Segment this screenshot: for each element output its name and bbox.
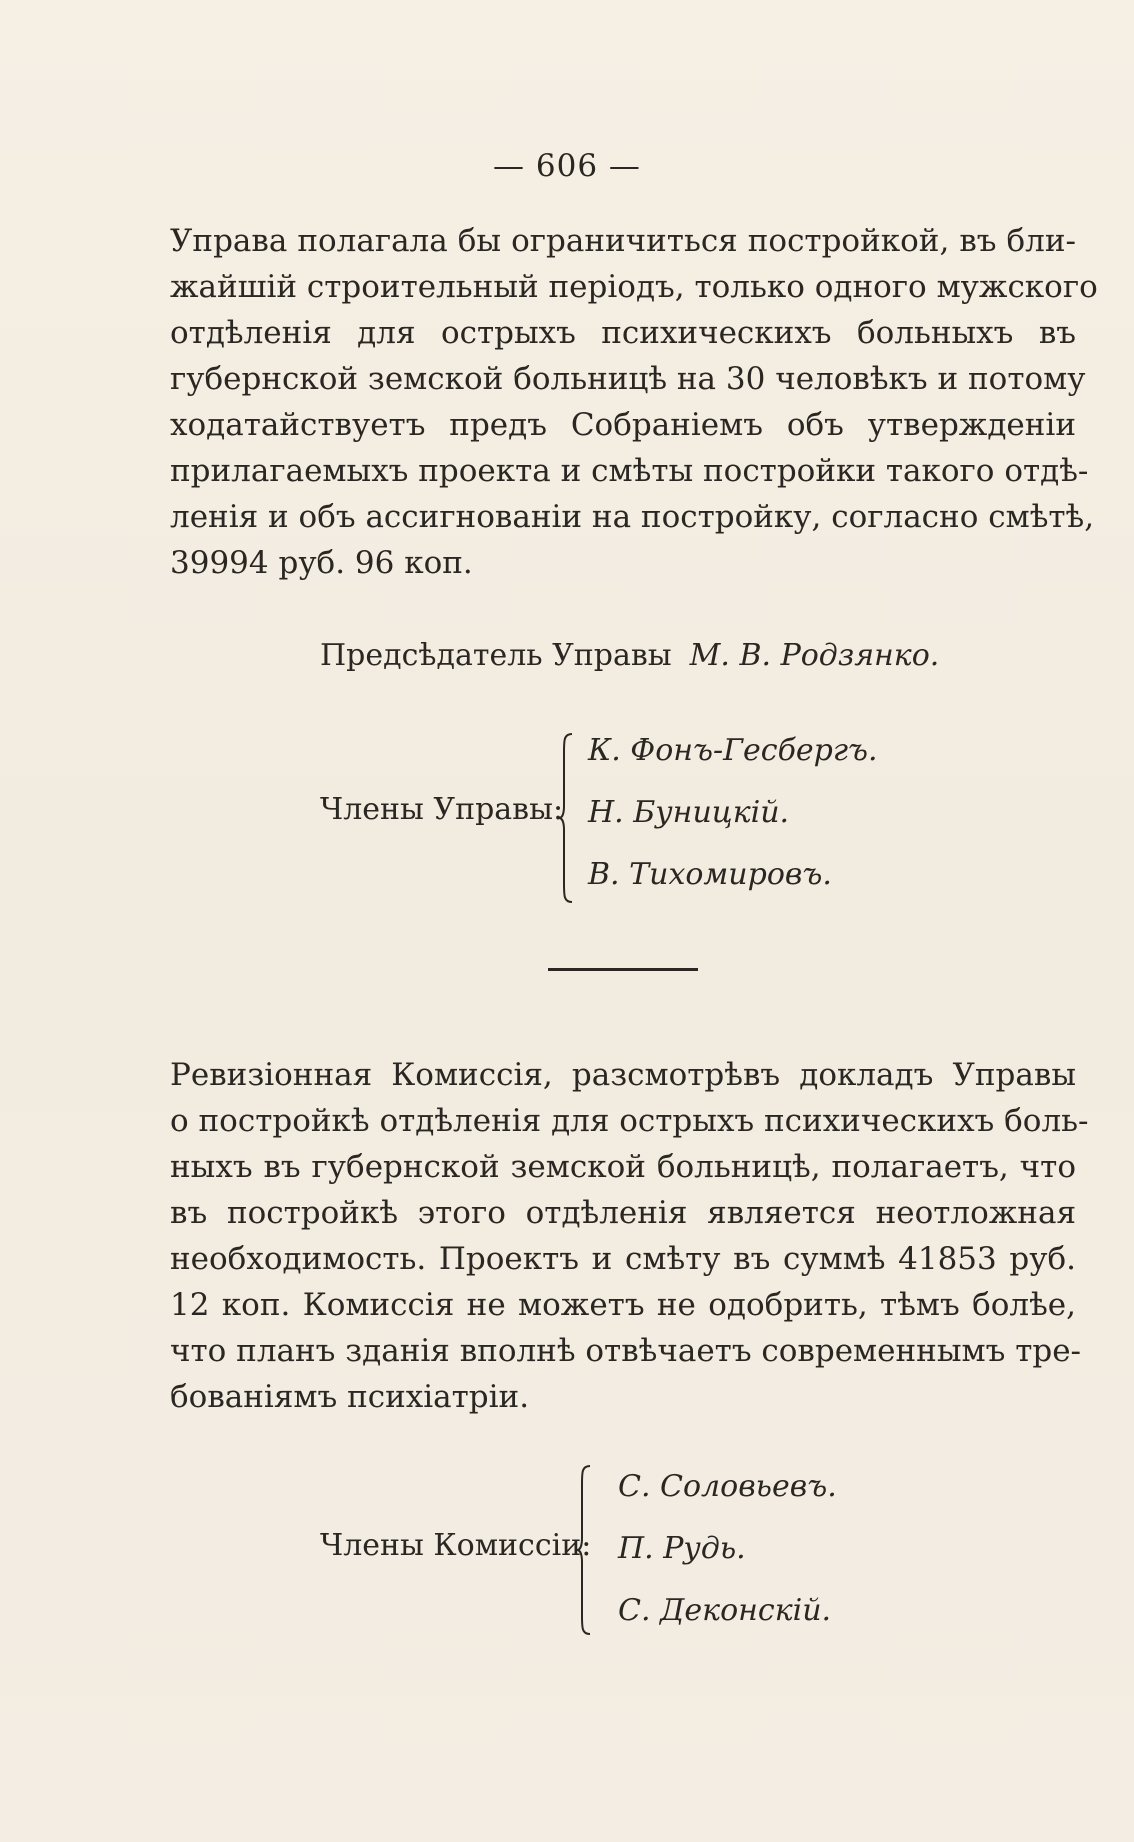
curly-brace-icon bbox=[558, 732, 574, 904]
commission-members-label: Члены Комиссіи: bbox=[320, 1528, 592, 1563]
text-line: бованіямъ психіатріи. bbox=[170, 1379, 530, 1415]
chairman-signature bbox=[320, 638, 939, 673]
page-number: — 606 — bbox=[493, 148, 641, 184]
text-line: Ревизіонная Комиссія, разсмотрѣвъ докладъ Управы bbox=[170, 1057, 1076, 1093]
board-members-label: Члены Управы: bbox=[320, 792, 564, 827]
commission-member-name: С. Соловьевъ. bbox=[618, 1469, 837, 1504]
section-divider bbox=[548, 968, 698, 971]
board-member-name: Н. Буницкій. bbox=[588, 795, 790, 830]
paragraph-commission-review bbox=[170, 1052, 1089, 1420]
text-line: жайшій строительный періодъ, только одного мужского bbox=[170, 269, 1098, 305]
board-member-name: В. Тихомировъ. bbox=[588, 857, 832, 892]
text-line: 39994 руб. 96 коп. bbox=[170, 545, 473, 581]
text-line: ходатайствуетъ предъ Собраніемъ объ утвержденіи bbox=[170, 407, 1076, 443]
commission-member-name: С. Деконскій. bbox=[618, 1593, 832, 1628]
commission-member-name: П. Рудь. bbox=[618, 1531, 746, 1566]
text-line: губернской земской больницѣ на 30 человѣкъ и потому bbox=[170, 361, 1086, 397]
text-line: о постройкѣ отдѣленія для острыхъ психическихъ боль- bbox=[170, 1103, 1089, 1139]
text-line: необходимость. Проектъ и смѣту въ суммѣ 41853 руб. bbox=[170, 1241, 1076, 1277]
chairman-name: М. В. Родзянко. bbox=[689, 638, 940, 673]
text-line: что планъ зданія вполнѣ отвѣчаетъ современнымъ тре- bbox=[170, 1333, 1082, 1369]
text-line: прилагаемыхъ проекта и смѣты постройки такого отдѣ- bbox=[170, 453, 1089, 489]
curly-brace-icon bbox=[576, 1464, 592, 1636]
text-line: отдѣленія для острыхъ психическихъ больныхъ въ bbox=[170, 315, 1076, 351]
board-members-names bbox=[588, 720, 878, 906]
text-line: ныхъ въ губернской земской больницѣ, полагаетъ, что bbox=[170, 1149, 1076, 1185]
paragraph-board-proposal bbox=[170, 218, 1098, 586]
board-member-name: К. Фонъ-Гесбергъ. bbox=[588, 733, 878, 768]
commission-members-names bbox=[618, 1456, 837, 1642]
chairman-title: Предсѣдатель Управы bbox=[320, 638, 672, 673]
text-line: ленія и объ ассигнованіи на постройку, согласно смѣтѣ, bbox=[170, 499, 1095, 535]
text-line: въ постройкѣ этого отдѣленія является неотложная bbox=[170, 1195, 1076, 1231]
text-line: 12 коп. Комиссія не можетъ не одобрить, тѣмъ болѣе, bbox=[170, 1287, 1076, 1323]
text-line: Управа полагала бы ограничиться постройкой, въ бли- bbox=[170, 223, 1076, 259]
